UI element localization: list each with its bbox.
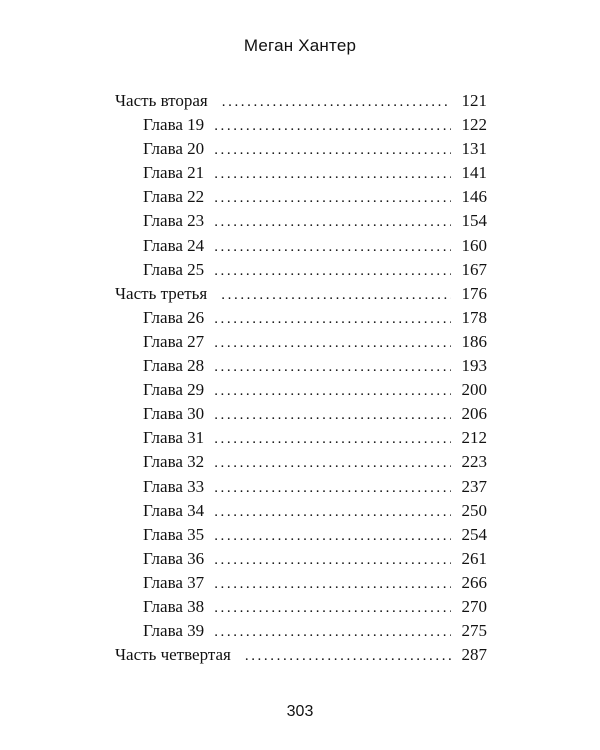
dot-leader: [214, 528, 451, 545]
toc-entry-label: Глава 27: [143, 331, 205, 351]
toc-entry-chapter: [115, 308, 487, 332]
dot-leader: [214, 311, 451, 328]
toc-entry-label: Часть третья: [115, 283, 208, 303]
dot-leader: [214, 214, 451, 231]
toc-entry-label: Глава 38: [143, 596, 205, 616]
toc-entry-chapter: [115, 236, 487, 260]
toc-entry-label: Часть четвертая: [115, 645, 231, 665]
dot-leader: [245, 648, 451, 665]
dot-leader: [214, 407, 451, 424]
toc-entry-page: 122: [461, 115, 487, 135]
toc-entry-page: 160: [461, 235, 487, 255]
toc-entry-page: 178: [461, 307, 487, 327]
toc-entry-page: 250: [461, 500, 487, 520]
dot-leader: [214, 335, 451, 352]
toc-entry-chapter: [115, 187, 487, 211]
dot-leader: [214, 576, 451, 593]
toc-entry-chapter: [115, 260, 487, 284]
toc-entry-page: 186: [461, 331, 487, 351]
toc-entry-label: Глава 19: [143, 115, 205, 135]
dot-leader: [214, 263, 451, 280]
dot-leader: [214, 552, 451, 569]
toc-entry-page: 176: [461, 283, 487, 303]
toc-entry-chapter: [115, 621, 487, 645]
toc-entry-chapter: [115, 163, 487, 187]
running-header-author: Меган Хантер: [243, 36, 357, 55]
toc-entry-part: [115, 645, 487, 669]
table-of-contents: [115, 91, 487, 669]
toc-entry-chapter: [115, 380, 487, 404]
toc-entry-chapter: [115, 525, 487, 549]
dot-leader: [214, 239, 451, 256]
toc-entry-chapter: [115, 597, 487, 621]
toc-entry-page: 266: [461, 572, 487, 592]
toc-entry-page: 237: [461, 476, 487, 496]
toc-entry-page: 261: [461, 548, 487, 568]
dot-leader: [214, 431, 451, 448]
toc-entry-chapter: [115, 549, 487, 573]
toc-entry-label: Глава 35: [143, 524, 205, 544]
toc-entry-page: 141: [461, 163, 487, 183]
toc-entry-label: Часть вторая: [115, 91, 208, 110]
toc-entry-label: Глава 29: [143, 380, 205, 400]
toc-entry-chapter: [115, 428, 487, 452]
toc-entry-page: 167: [461, 259, 487, 279]
toc-entry-label: Глава 22: [143, 187, 205, 207]
toc-entry-label: Глава 30: [143, 404, 205, 424]
dot-leader: [214, 600, 451, 617]
toc-entry-label: Глава 36: [143, 548, 205, 568]
toc-entry-label: Глава 37: [143, 572, 205, 592]
toc-entry-page: 131: [461, 139, 487, 159]
dot-leader: [214, 142, 451, 159]
toc-entry-label: Глава 26: [143, 307, 205, 327]
toc-entry-part: [115, 91, 487, 115]
page-number: 303: [286, 703, 314, 720]
toc-entry-chapter: [115, 452, 487, 476]
dot-leader: [222, 94, 451, 111]
toc-entry-chapter: [115, 211, 487, 235]
dot-leader: [214, 359, 451, 376]
dot-leader: [221, 287, 451, 304]
toc-entry-chapter: [115, 115, 487, 139]
dot-leader: [214, 383, 451, 400]
toc-entry-label: Глава 31: [143, 428, 205, 448]
toc-entry-page: 121: [461, 91, 487, 110]
dot-leader: [214, 118, 451, 135]
dot-leader: [214, 480, 451, 497]
toc-entry-page: 275: [461, 621, 487, 641]
toc-entry-page: 146: [461, 187, 487, 207]
toc-entry-page: 193: [461, 356, 487, 376]
toc-entry-chapter: [115, 139, 487, 163]
toc-entry-chapter: [115, 356, 487, 380]
dot-leader: [214, 455, 451, 472]
toc-entry-page: 154: [461, 211, 487, 231]
toc-entry-label: Глава 25: [143, 259, 205, 279]
toc-entry-chapter: [115, 477, 487, 501]
toc-entry-part: [115, 284, 487, 308]
toc-entry-chapter: [115, 332, 487, 356]
dot-leader: [214, 504, 451, 521]
toc-entry-label: Глава 23: [143, 211, 205, 231]
toc-entry-chapter: [115, 573, 487, 597]
toc-entry-chapter: [115, 501, 487, 525]
toc-entry-page: 223: [461, 452, 487, 472]
toc-entry-page: 270: [461, 596, 487, 616]
toc-entry-label: Глава 39: [143, 621, 205, 641]
toc-entry-page: 206: [461, 404, 487, 424]
toc-entry-label: Глава 28: [143, 356, 205, 376]
toc-entry-label: Глава 33: [143, 476, 205, 496]
dot-leader: [214, 624, 451, 641]
toc-entry-chapter: [115, 404, 487, 428]
toc-entry-label: Глава 21: [143, 163, 205, 183]
toc-entry-page: 212: [461, 428, 487, 448]
toc-entry-label: Глава 32: [143, 452, 205, 472]
dot-leader: [214, 166, 451, 183]
toc-entry-label: Глава 20: [143, 139, 205, 159]
toc-entry-page: 200: [461, 380, 487, 400]
toc-entry-page: 287: [461, 645, 487, 665]
toc-entry-label: Глава 24: [143, 235, 205, 255]
toc-entry-page: 254: [461, 524, 487, 544]
dot-leader: [214, 190, 451, 207]
toc-entry-label: Глава 34: [143, 500, 205, 520]
